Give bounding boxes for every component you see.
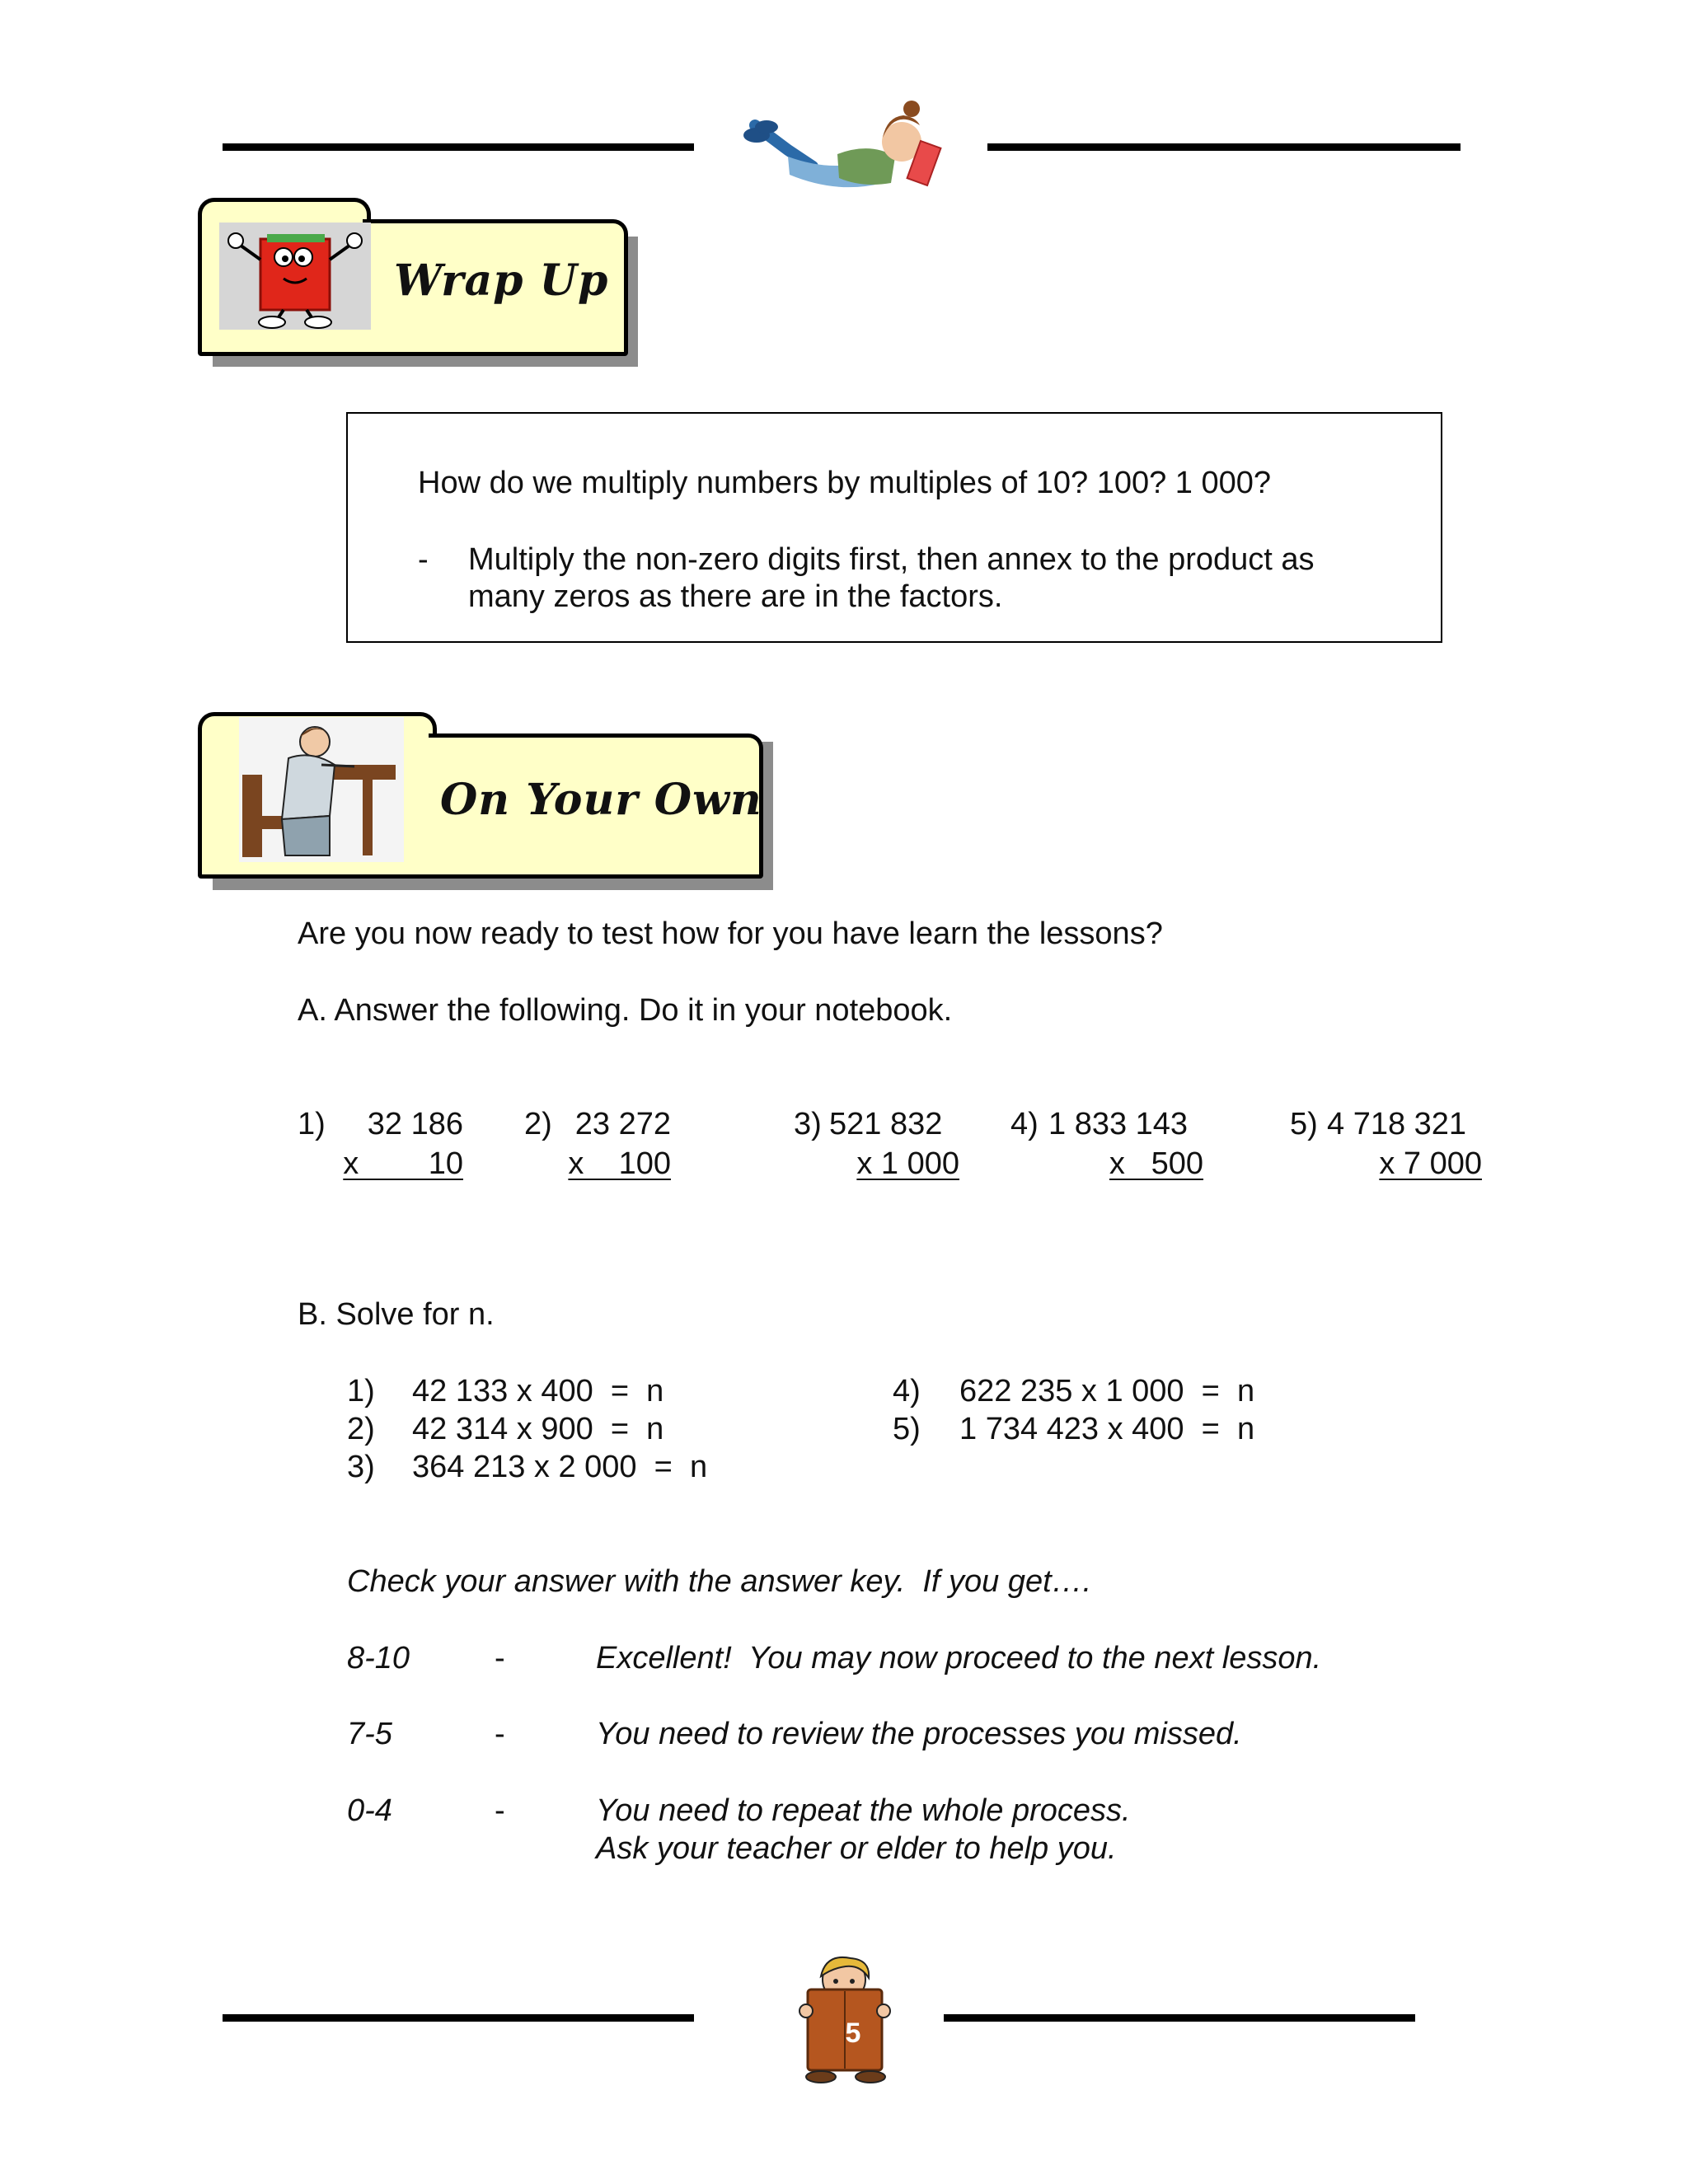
problem-number: 1) <box>298 1107 326 1141</box>
problem-bottom: x 500 <box>1109 1146 1203 1181</box>
footer-rule-left <box>223 2014 694 2022</box>
check-intro: Check your answer with the answer key. If you get…. <box>347 1564 1092 1599</box>
problem-bottom: x 7 000 <box>1379 1146 1482 1181</box>
score-message-3-line-2: Ask your teacher or elder to help you. <box>596 1831 1117 1866</box>
wrap-up-bullet: - <box>418 542 429 577</box>
part-b-problem-3-expr: 364 213 x 2 000 = n <box>412 1450 708 1484</box>
problem-number: 3) <box>794 1107 822 1141</box>
part-a-problem-3 <box>794 1104 822 1144</box>
part-a-label: A. Answer the following. Do it in your notebook. <box>298 993 953 1028</box>
header-rule-left <box>223 143 694 151</box>
score-dash-2: - <box>495 1717 505 1751</box>
problem-top: 521 832 <box>829 1107 943 1141</box>
score-message-2: You need to review the processes you missed. <box>596 1717 1242 1751</box>
girl-reading-icon <box>738 92 953 199</box>
part-b-label: B. Solve for n. <box>298 1297 495 1332</box>
part-a-problem-4 <box>1010 1104 1039 1144</box>
part-b-problem-2-expr: 42 314 x 900 = n <box>412 1412 664 1446</box>
part-a-problem-2 <box>524 1104 552 1144</box>
score-dash-1: - <box>495 1641 505 1675</box>
part-a-problem-3-operands <box>829 1104 959 1183</box>
score-range-1: 8-10 <box>347 1641 410 1675</box>
part-b-problem-2-number: 2) <box>347 1412 375 1446</box>
score-dash-3: - <box>495 1793 505 1828</box>
part-b-problem-4-number: 4) <box>893 1374 921 1408</box>
wrap-up-question: How do we multiply numbers by multiples of 10? 100? 1 000? <box>418 466 1272 500</box>
part-a-problem-2-operands <box>560 1104 671 1183</box>
part-b-problem-1-number: 1) <box>347 1374 375 1408</box>
header-rule-right <box>987 143 1461 151</box>
problem-top: 32 186 <box>367 1107 463 1141</box>
wrap-up-answer-line-1: Multiply the non-zero digits first, then annex to the product as <box>468 542 1315 577</box>
score-range-3: 0-4 <box>347 1793 392 1828</box>
on-your-own-title: On Your Own <box>440 775 762 825</box>
part-a-problem-4-operands <box>1048 1104 1203 1183</box>
part-b-problem-1-expr: 42 133 x 400 = n <box>412 1374 664 1408</box>
score-message-1: Excellent! You may now proceed to the next lesson. <box>596 1641 1322 1675</box>
on-your-own-intro: Are you now ready to test how for you have learn the lessons? <box>298 916 1163 951</box>
part-b-problem-4-expr: 622 235 x 1 000 = n <box>959 1374 1255 1408</box>
score-range-2: 7-5 <box>347 1717 392 1751</box>
wrap-up-answer-line-2: many zeros as there are in the factors. <box>468 579 1003 614</box>
problem-top: 4 718 321 <box>1327 1107 1467 1141</box>
wrap-up-title: Wrap Up <box>394 255 609 306</box>
problem-top: 23 272 <box>574 1107 671 1141</box>
part-a-problem-1-operands <box>343 1104 463 1183</box>
part-b-problem-5-expr: 1 734 423 x 400 = n <box>959 1412 1255 1446</box>
problem-bottom: x 10 <box>343 1146 463 1181</box>
part-a-problem-5 <box>1290 1104 1318 1144</box>
part-a-problem-5-operands <box>1327 1104 1482 1183</box>
problem-bottom: x 100 <box>568 1146 671 1181</box>
part-b-problem-5-number: 5) <box>893 1412 921 1446</box>
score-message-3: You need to repeat the whole process. <box>596 1793 1131 1828</box>
footer-rule-right <box>944 2014 1415 2022</box>
student-at-desk-icon <box>239 717 404 862</box>
page-number: 5 <box>845 2018 861 2049</box>
book-character-icon <box>219 223 371 330</box>
part-b-problem-3-number: 3) <box>347 1450 375 1484</box>
problem-top: 1 833 143 <box>1048 1107 1189 1141</box>
part-a-problem-1 <box>298 1104 326 1144</box>
problem-bottom: x 1 000 <box>856 1146 959 1181</box>
problem-number: 4) <box>1010 1107 1039 1141</box>
problem-number: 2) <box>524 1107 552 1141</box>
problem-number: 5) <box>1290 1107 1318 1141</box>
